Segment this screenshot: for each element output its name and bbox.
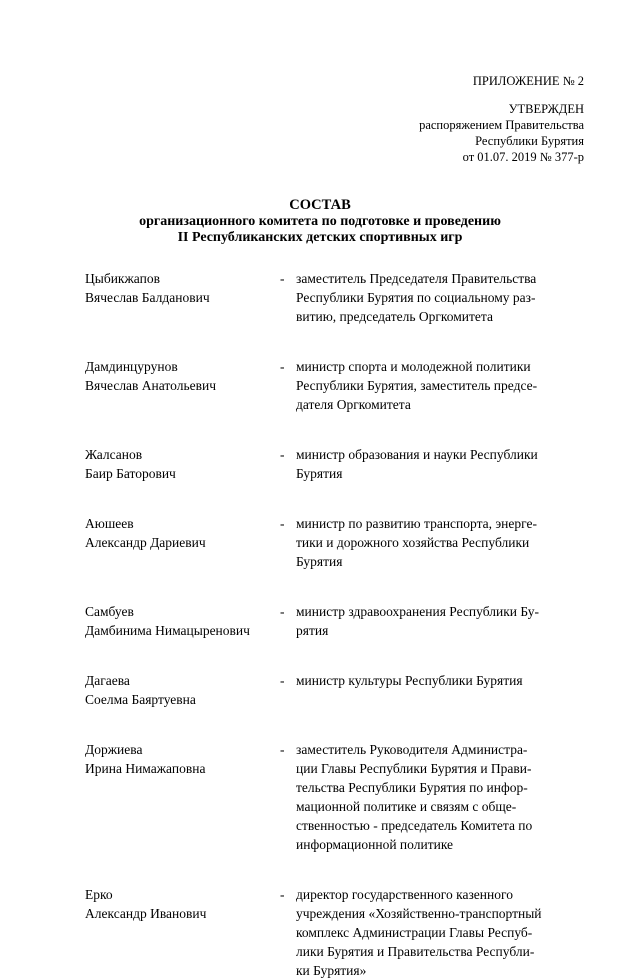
member-row — [85, 269, 585, 326]
member-given-names: Александр Иванович — [85, 906, 207, 921]
member-given-names: Баир Баторович — [85, 466, 176, 481]
approval-stamp — [419, 73, 584, 165]
member-dash: - — [280, 604, 285, 619]
member-name — [85, 602, 280, 640]
member-row — [85, 445, 585, 483]
member-role-line: Бурятия — [296, 466, 343, 481]
approval-republic: Республики Бурятия — [475, 134, 584, 148]
member-role-line: министр здравоохранения Республики Бу- — [296, 604, 540, 619]
member-role-line: дателя Оргкомитета — [296, 397, 411, 412]
member-role-line: ки Бурятия» — [296, 963, 367, 978]
member-role-line: заместитель Председателя Правительства — [296, 271, 537, 286]
member-role-line: заместитель Руководителя Администра- — [296, 742, 528, 757]
member-given-names: Ирина Нимажаповна — [85, 761, 206, 776]
member-role — [296, 445, 585, 483]
member-role-line: комплекс Администрации Главы Респуб- — [296, 925, 533, 940]
title-line-2: II Республиканских детских спортивных игр — [177, 230, 463, 245]
approval-order: распоряжением Правительства — [419, 118, 584, 132]
member-role-line: учреждения «Хозяйственно-транспортный — [296, 906, 542, 921]
member-name — [85, 357, 280, 414]
member-role-line: тики и дорожного хозяйства Республики — [296, 535, 530, 550]
member-given-names: Соелма Баяртуевна — [85, 692, 196, 707]
member-role — [296, 885, 585, 980]
members-list — [85, 269, 585, 980]
member-role-line: министр образования и науки Республики — [296, 447, 538, 462]
member-name — [85, 740, 280, 854]
member-role-line: мационной политике и связям с обще- — [296, 799, 517, 814]
member-dash: - — [280, 271, 285, 286]
member-role-line: ции Главы Республики Бурятия и Прави- — [296, 761, 532, 776]
member-surname: Дамдинцурунов — [85, 359, 178, 374]
member-row — [85, 671, 585, 709]
member-name — [85, 885, 280, 980]
member-name — [85, 445, 280, 483]
member-role — [296, 357, 585, 414]
member-given-names: Дамбинима Нимацыренович — [85, 623, 250, 638]
member-role — [296, 602, 585, 640]
member-surname: Цыбикжапов — [85, 271, 160, 286]
member-row — [85, 602, 585, 640]
member-role-line: информационной политике — [296, 837, 454, 852]
member-role-line: витию, председатель Оргкомитета — [296, 309, 493, 324]
title-line-1: организационного комитета по подготовке и проведению — [139, 214, 501, 229]
member-role-line: тельства Республики Бурятия по инфор- — [296, 780, 528, 795]
member-row — [85, 514, 585, 571]
member-surname: Дагаева — [85, 673, 130, 688]
member-surname: Аюшеев — [85, 516, 134, 531]
member-given-names: Александр Дариевич — [85, 535, 206, 550]
member-row — [85, 885, 585, 980]
member-surname: Ерко — [85, 887, 113, 902]
document-title — [40, 197, 600, 246]
member-surname: Доржиева — [85, 742, 143, 757]
member-dash: - — [280, 516, 285, 531]
member-role-line: Республики Бурятия по социальному раз- — [296, 290, 536, 305]
member-role-line: министр культуры Республики Бурятия — [296, 673, 523, 688]
member-role — [296, 514, 585, 571]
member-row — [85, 740, 585, 854]
member-role-line: директор государственного казенного — [296, 887, 513, 902]
member-role — [296, 671, 585, 709]
member-role-line: ственностью - председатель Комитета по — [296, 818, 533, 833]
member-role-line: Республики Бурятия, заместитель предсе- — [296, 378, 538, 393]
member-surname: Жалсанов — [85, 447, 143, 462]
member-role-line: Бурятия — [296, 554, 343, 569]
member-dash: - — [280, 742, 285, 757]
member-role-line: министр спорта и молодежной политики — [296, 359, 531, 374]
member-dash: - — [280, 673, 285, 688]
appendix-label: ПРИЛОЖЕНИЕ № 2 — [472, 74, 584, 88]
approval-date-number: от 01.07. 2019 № 377-р — [462, 150, 584, 164]
title-main: СОСТАВ — [289, 197, 351, 213]
member-name — [85, 514, 280, 571]
member-row — [85, 357, 585, 414]
member-role-line: рятия — [296, 623, 329, 638]
member-name — [85, 671, 280, 709]
member-given-names: Вячеслав Балданович — [85, 290, 210, 305]
member-dash: - — [280, 359, 285, 374]
member-role — [296, 740, 585, 854]
member-given-names: Вячеслав Анатольевич — [85, 378, 216, 393]
member-dash: - — [280, 887, 285, 902]
member-role-line: министр по развитию транспорта, энерге- — [296, 516, 537, 531]
approved-label: УТВЕРЖДЕН — [508, 102, 584, 116]
member-role — [296, 269, 585, 326]
member-name — [85, 269, 280, 326]
member-dash: - — [280, 447, 285, 462]
member-surname: Самбуев — [85, 604, 134, 619]
member-role-line: лики Бурятия и Правительства Республи- — [296, 944, 535, 959]
